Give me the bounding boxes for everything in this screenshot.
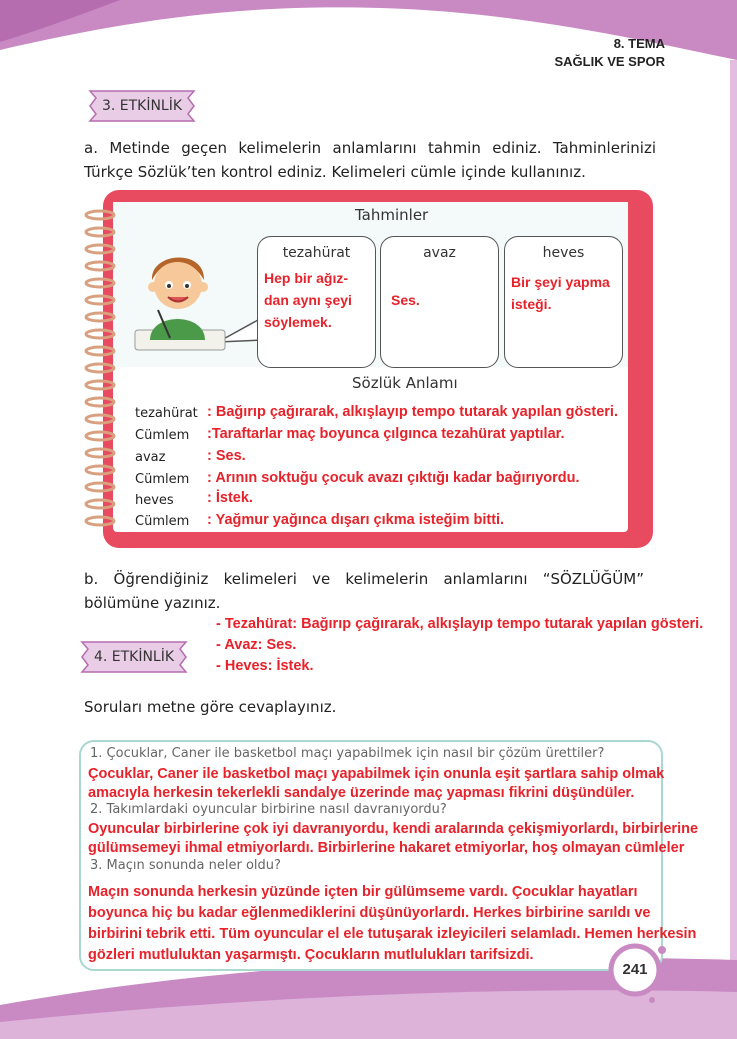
theme-number: 8. TEMA <box>613 36 665 51</box>
row-1-value: : Bağırıp çağırarak, alkışlayıp tempo tutarak yapılan gösteri. <box>207 404 618 420</box>
page-number: 241 <box>622 961 648 978</box>
row-2-value: :Taraftarlar maç boyunca çılgınca tezahürat yaptılar. <box>207 426 565 442</box>
row-4-label: Cümlem <box>135 472 190 487</box>
activity-4-instruction: Soruları metne göre cevaplayınız. <box>84 698 337 716</box>
row-1-label: tezahürat <box>135 406 198 421</box>
answer-1-line-1: Çocuklar, Caner ile basketbol maçı yapabilmek için onunla eşit şartlara sahip olmak <box>88 766 665 782</box>
row-6-value: : Yağmur yağınca dışarı çıkma isteğim bitti. <box>207 512 505 528</box>
guess-card-2 <box>380 236 499 368</box>
guess-card-3 <box>504 236 623 368</box>
row-3-label: avaz <box>135 450 166 465</box>
guess-card-2-answer: Ses. <box>391 292 420 308</box>
instruction-b: b. Öğrendiğiniz kelimeleri ve kelimelerin anlamlarını “SÖZLÜĞÜM” bölümüne yazınız. <box>84 570 644 612</box>
answer-3-line-1: Maçın sonunda herkesin yüzünde içten bir gülümseme vardı. Çocuklar hayatları <box>88 884 638 900</box>
right-edge-band <box>730 60 737 1039</box>
question-3: 3. Maçın sonunda neler oldu? <box>90 858 281 873</box>
row-5-value: : İstek. <box>207 490 253 506</box>
top-purple-band <box>0 0 737 60</box>
row-2-label: Cümlem <box>135 428 190 443</box>
answer-3-line-2: boyunca hiç bu kadar eğlenmediklerini düşünüyorlardı. Herkes birbirine sarıldı ve <box>88 905 651 921</box>
dictionary-answer-3: - Heves: İstek. <box>216 658 314 674</box>
guess-card-1-word: tezahürat <box>282 245 351 261</box>
dictionary-title: Sözlük Anlamı <box>352 374 458 392</box>
answer-1-line-2: amacıyla herkesin tekerlekli sandalye üzerinde maç yapması fikrini düşündüler. <box>88 785 635 801</box>
question-2: 2. Takımlardaki oyuncular birbirine nasıl davranıyordu? <box>90 802 447 817</box>
guess-card-3-answer: Bir şeyi yapma isteği. <box>511 274 610 312</box>
answer-2-line-1: Oyuncular birbirlerine çok iyi davranıyordu, kendi aralarında çekişmiyorlardı, birbirlerine <box>88 821 699 837</box>
answer-3-line-4: gözleri mutluluktan yaşarmıştı. Çocukların mutlulukları tarifsizdi. <box>88 947 534 963</box>
answer-2-line-2: gülümsemeyi ihmal etmiyorlardı. Birbirlerine hakaret etmiyorlar, hoş olmayan cümleler <box>88 840 685 856</box>
activity-4-label: 4. ETKİNLİK <box>93 649 175 665</box>
activity-4-badge <box>76 640 192 674</box>
theme-title: SAĞLIK VE SPOR <box>554 54 665 69</box>
guess-card-1 <box>257 236 376 368</box>
guess-card-2-word: avaz <box>423 245 456 261</box>
row-6-label: Cümlem <box>135 514 190 529</box>
activity-3-badge <box>84 89 200 123</box>
question-1: 1. Çocuklar, Caner ile basketbol maçı yapabilmek için nasıl bir çözüm ürettiler? <box>90 746 605 761</box>
instruction-a: a. Metinde geçen kelimelerin anlamlarını tahmin ediniz. Tahminlerinizi Türkçe Sözlük’ten kontrol ediniz. Kelimeleri cümle içinde kullanınız. <box>84 139 656 181</box>
dictionary-answer-1: - Tezahürat: Bağırıp çağırarak, alkışlayıp tempo tutarak yapılan gösteri. <box>216 616 704 632</box>
guess-card-1-answer: Hep bir ağız-dan aynı şeyi söylemek. <box>264 270 352 330</box>
guesses-title: Tahminler <box>355 206 429 224</box>
activity-3-label: 3. ETKİNLİK <box>101 98 183 114</box>
row-3-value: : Ses. <box>207 448 246 464</box>
guess-card-3-word: heves <box>542 245 585 261</box>
row-4-value: : Arının soktuğu çocuk avazı çıktığı kadar bağırıyordu. <box>207 470 580 486</box>
row-5-label: heves <box>135 493 174 508</box>
dictionary-answer-2: - Avaz: Ses. <box>216 637 297 653</box>
answer-3-line-3: birbirini tebrik etti. Tüm oyuncular el ele tutuşarak izleyicileri selamladı. Hemen herkesin <box>88 926 697 942</box>
